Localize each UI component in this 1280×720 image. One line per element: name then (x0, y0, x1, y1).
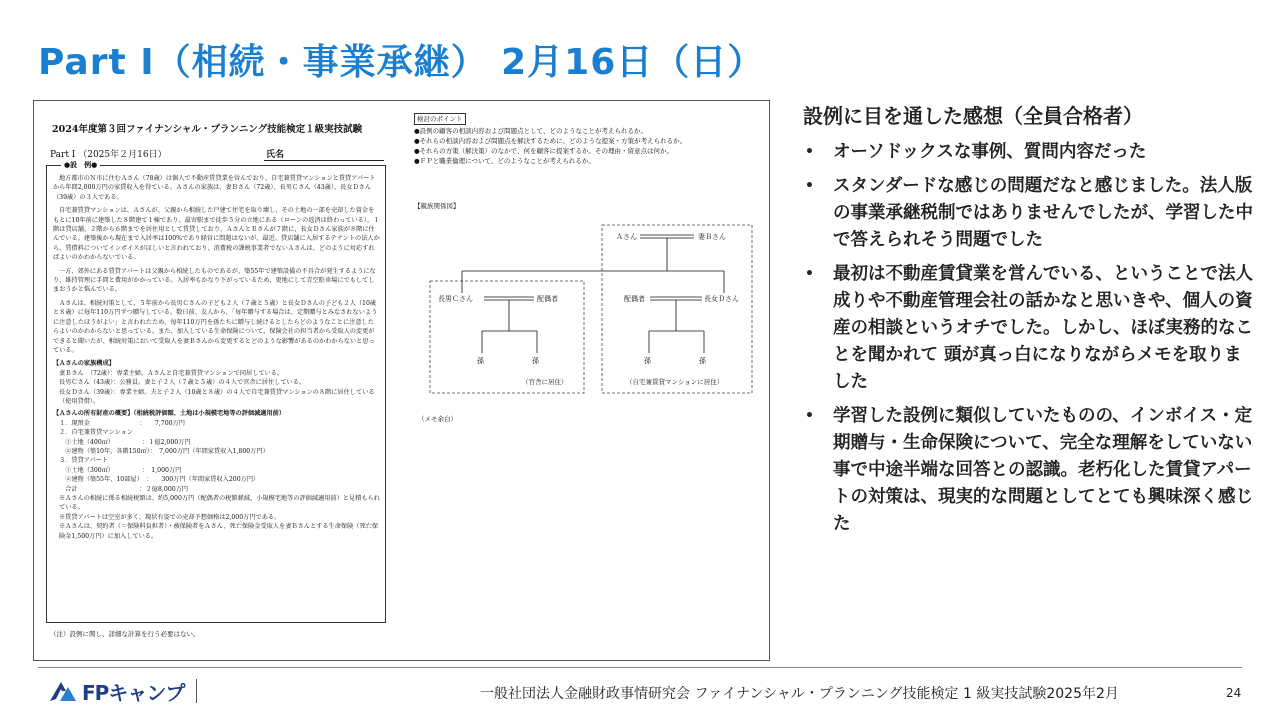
slide-title: Part Ⅰ（相続・事業承継） 2月16日（日） (38, 42, 765, 83)
chart-d-spouse: 配偶者 (624, 295, 645, 303)
impression-item (803, 139, 1258, 166)
footer-source: 一般社団法人金融財政事情研究会 ファイナンシャル・プランニング技能検定 1 級実技試験2025年2月 (480, 686, 1119, 702)
calc-note: （注）設例に関し、詳細な計算を行う必要はない。 (50, 630, 200, 638)
asset-item: １．現預金 ： 7,700万円 (59, 419, 185, 427)
case-paragraph: 地方都市のＮ市に住むＡさん（78歳）は個人で不動産賃貸業を営んでおり、自宅兼賃貸マンションと賃貸アパートから年間2,000万円の家賃収入を得ている。Ａさんの家族は、妻Ｂさん（72歳）、長男Ｃさん（43歳）、長女Ｄさん（39歳）の３人である。 (53, 175, 376, 201)
chart-c-spouse: 配偶者 (537, 295, 558, 303)
part-line (46, 147, 386, 161)
bullet-icon: • (805, 266, 814, 282)
asset-item: ①土地（300㎡） ： 1,000万円 (59, 466, 182, 474)
asset-item: ２．自宅兼賃貸マンション (59, 429, 133, 437)
family-item: 長男Ｃさん（43歳）：公務員。妻と子２人（７歳と５歳）の４人で官舎に居住している。 (59, 379, 306, 387)
asset-item: ②建物（築10年、各階150㎡）： 7,000万円（年間家賃収入1,800万円） (59, 447, 269, 455)
chart-c-residence: （官舎に居住） (522, 378, 568, 386)
logo-separator (196, 679, 197, 703)
name-underline (264, 160, 384, 161)
asset-item: ※Ａさんの相続に係る相続税額は、約5,000万円（配偶者の税額軽減、小規模宅地等の評価減適用前）と見積もられている。 (59, 495, 380, 512)
chart-a: Ａさん (616, 233, 637, 241)
impression-item (803, 403, 1258, 538)
exam-title: 2024年度第３回ファイナンシャル・プランニング技能検定１級実技試験 (52, 124, 363, 135)
doc-left-column (46, 115, 386, 638)
impression-text: 最初は不動産賃貸業を営んでいる、ということで法人成りや不動産管理会社の話かなと思いきや、個人の資産の相談というオチでした。しかし、ほぼ実務的なことを聞かれて 頭が真っ白になりながらメモを取りました (833, 264, 1253, 392)
case-box (46, 160, 386, 623)
family-chart-label: 【親族関係図】 (414, 202, 460, 210)
chart-b: 妻Ｂさん (698, 233, 726, 241)
review-points (414, 113, 754, 166)
asset-item: ※Ａさんは、契約者（＝保険料負担者）・被保険者をＡさん、死亡保険金受取人を妻Ｂさんとする生命保険（死亡保険金1,500万円）に加入している。 (59, 523, 379, 540)
chart-grandchild: 孫 (477, 357, 484, 365)
review-point: ●それらの相談内容および問題点を解決するために、どのような提案・方策が考えられるか。 (414, 137, 687, 145)
case-paragraph: Ａさんは、相続対策として、５年前から長男Ｃさんの子ども２人（７歳と５歳）と長女Ｄさんの子ども２人（10歳と８歳）に毎年110万円ずつ贈与している。数日前、友人から、「毎年贈与する場合は、定期贈与とみなされないように注意したほうがよい」と言われたため、毎年110万円を孫たちに贈与し続けるとしたらどのようなことに注意したらよいのかわからないと思っている。また、加入している生命保険について、保険会社の担当者から受取人の変更ができると聞いたが、相続対策において受取人を妻Ｂさんから変更するとどのような影響があるのかわからないと思っている。 (53, 299, 378, 354)
logo-mark-icon (48, 679, 78, 703)
part-date: Part Ⅰ （2025年２月16日） (50, 150, 167, 160)
exam-document (33, 100, 770, 661)
case-label: ●設 例● (61, 160, 100, 169)
chart-c: 長男Ｃさん (438, 295, 473, 303)
fp-camp-logo (48, 678, 184, 704)
asset-item: ②建物（築55年、10部屋） ： 300万円（年間家賃収入200万円） (59, 476, 260, 484)
family-title: 【Ａさんの家族構成】 (53, 360, 115, 368)
family-item: 長女Ｄさん（39歳）：専業主婦。夫と子２人（10歳と８歳）の４人で自宅兼賃貸マンションの８階に居住している（使用貸借）。 (59, 388, 375, 405)
impression-item (803, 173, 1258, 254)
impressions-list (803, 139, 1258, 538)
chart-grandchild: 孫 (644, 357, 651, 365)
memo-label: （メモ余白） (418, 415, 457, 423)
impression-item (803, 261, 1258, 396)
case-paragraph: 一方、郊外にある賃貸アパートは父親から相続したものであるが、築55年で建築設備の不具合が発生するようになり、維持管理に手間と費用がかかっている。入居率もかなり下がっているため、更地にして青空駐車場にでもしてしまおうかと悩んでいる。 (53, 267, 376, 294)
review-points-title: 検討のポイント (414, 113, 466, 125)
case-paragraph: 自宅兼賃貸マンションは、Ａさんが、父親から相続した戸建て住宅を取り壊し、その土地の一部を売却した資金をもとに10年前に建築した８階建て１棟であり、最寄駅まで徒歩５分の立地にある（ローンの返済は終わっている）。１階は貸店舗、２階から６階までを居住用として賃貸しており、ＡさんとＢさんが７階に、長女Ｄさん家族が８階に住んでいる。建築後から現在まで入居率は100%であり経営に問題はないが、最近、貸店舗に入居するテナントの法人から、賃借料についてインボイスがほしいと言われており、消費税の課税事業者でないＡさんは、どのように対応すればよいのかわからないでいる。 (53, 207, 380, 262)
chart-grandchild: 孫 (699, 357, 706, 365)
bullet-icon: • (805, 178, 814, 194)
asset-item: 合計 ：２億8,000万円 (59, 485, 189, 493)
assets-title: 【Ａさんの所有財産の概要】（相続税評価額、土地は小規模宅地等の評価減適用前） (53, 410, 286, 418)
chart-d-residence: （自宅兼賃貸マンションに居住） (626, 378, 724, 386)
review-point: ●それらの方策（解決策）のなかで、何を顧客に提案するか。その理由・留意点は何か。 (414, 147, 674, 155)
impression-text: 学習した設例に類似していたものの、インボイス・定期贈与・生命保険について、完全な理解をしていない事で中途半端な回答との認識。老朽化した賃貸アパートの対策は、現実的な問題としてとても興味深く感じた (833, 406, 1253, 534)
page-number: 24 (1226, 686, 1242, 700)
review-point: ●ＦＰと職業倫理について、どのようなことが考えられるか。 (414, 157, 595, 165)
impressions-panel (803, 100, 1258, 545)
footer-divider (38, 667, 1242, 668)
c-household-box (430, 281, 584, 393)
asset-item: ※賃貸アパートは空室が多く、現状有姿での売却予想価格は2,000万円である。 (59, 513, 281, 521)
a-household-box (602, 225, 752, 393)
impression-text: オーソドックスな事例、質問内容だった (833, 142, 1147, 162)
chart-grandchild: 孫 (532, 357, 539, 365)
logo-text: FPキャンプ (82, 680, 185, 705)
asset-item: ①土地（400㎡） ：１億2,000万円 (59, 438, 191, 446)
doc-right-column (414, 113, 754, 166)
bullet-icon: • (805, 408, 814, 424)
impression-text: スタンダードな感じの問題だなと感じました。法人版の事業承継税制ではありませんでしたが、学習した中で答えられそう問題でした (833, 176, 1253, 250)
bullet-icon: • (805, 144, 814, 160)
family-item: 妻Ｂさん （72歳）：専業主婦。Ａさんと自宅兼賃貸マンションで同居している。 (59, 369, 284, 377)
chart-d: 長女Ｄさん (704, 295, 739, 303)
review-point: ●設例の顧客の相談内容および問題点として、どのようなことが考えられるか。 (414, 127, 648, 135)
name-label: 氏名 (266, 150, 285, 160)
impressions-heading: 設例に目を通した感想（全員合格者） (803, 104, 1143, 128)
asset-item: ３．賃貸アパート (59, 457, 109, 465)
